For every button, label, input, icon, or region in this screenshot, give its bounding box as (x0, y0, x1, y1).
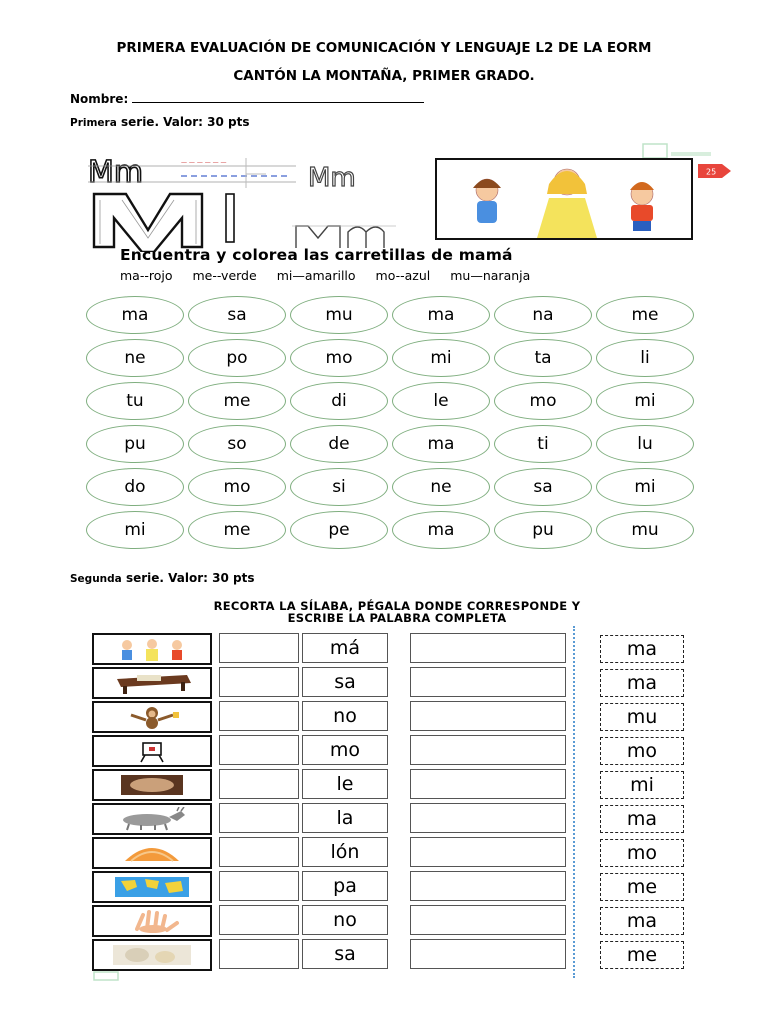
svg-text:Mm: Mm (308, 163, 356, 193)
syllable-oval[interactable]: pu (494, 511, 592, 549)
syllable-oval[interactable]: na (494, 296, 592, 334)
syllable-oval[interactable]: ta (494, 339, 592, 377)
syllable-oval[interactable]: mi (86, 511, 184, 549)
cutout-syllable[interactable]: ma (600, 635, 684, 663)
syllable-box: lón (302, 837, 388, 867)
picture-box (92, 701, 212, 733)
syllable-oval[interactable]: mo (188, 468, 286, 506)
color-key: me--verde (192, 268, 257, 283)
family-icon (437, 160, 691, 238)
hand-icon (107, 909, 197, 933)
map-icon (107, 875, 197, 899)
cutout-syllable[interactable]: mo (600, 839, 684, 867)
serie2-label: Segunda serie. Valor: 30 pts (70, 571, 255, 585)
page-badge (698, 162, 732, 180)
syllable-oval[interactable]: mo (290, 339, 388, 377)
syllable-box: mo (302, 735, 388, 765)
table-cloth-icon (107, 943, 197, 967)
paste-box[interactable] (219, 837, 299, 867)
write-word-box[interactable] (410, 701, 566, 731)
name-line (70, 92, 424, 106)
cutout-syllable[interactable]: mo (600, 737, 684, 765)
syllable-oval[interactable]: lu (596, 425, 694, 463)
syllable-oval[interactable]: mi (596, 468, 694, 506)
syllable-oval[interactable]: le (392, 382, 490, 420)
picture-box (92, 939, 212, 971)
syllable-box: má (302, 633, 388, 663)
svg-text:25: 25 (706, 167, 717, 177)
svg-text:Mm: Mm (88, 155, 144, 190)
syllable-box: le (302, 769, 388, 799)
cutout-syllable[interactable]: me (600, 941, 684, 969)
syllable-box: la (302, 803, 388, 833)
write-word-box[interactable] (410, 735, 566, 765)
picture-box (92, 871, 212, 903)
syllable-oval[interactable]: ne (392, 468, 490, 506)
syllable-oval[interactable]: mi (596, 382, 694, 420)
cutout-syllable[interactable]: ma (600, 669, 684, 697)
cut-line-divider (573, 626, 575, 978)
monkey-icon (107, 705, 197, 729)
serie2-section (92, 598, 702, 983)
family-icon (107, 637, 197, 661)
paste-box[interactable] (219, 633, 299, 663)
syllable-oval[interactable]: sa (494, 468, 592, 506)
cutout-syllable[interactable]: me (600, 873, 684, 901)
name-label: Nombre: (70, 92, 129, 106)
syllable-oval[interactable]: ma (392, 296, 490, 334)
color-key: mo--azul (375, 268, 431, 283)
paste-box[interactable] (219, 939, 299, 969)
syllable-oval[interactable]: so (188, 425, 286, 463)
paste-box[interactable] (219, 871, 299, 901)
cutout-syllable[interactable]: mi (600, 771, 684, 799)
monitor-watermark-icon (92, 970, 152, 982)
paste-box[interactable] (219, 701, 299, 731)
melon-icon (107, 841, 197, 865)
color-key: ma--rojo (120, 268, 173, 283)
doc-title-line2: CANTÓN LA MONTAÑA, PRIMER GRADO. (233, 68, 535, 84)
hanger-icon (107, 739, 197, 763)
picture-box (92, 769, 212, 801)
syllable-box: no (302, 905, 388, 935)
picture-box (92, 633, 212, 665)
picture-box (92, 735, 212, 767)
serie2-title: RECORTA LA SÍLABA, PÉGALA DONDE CORRESPONDE Y ESCRIBE LA PALABRA COMPLETA (213, 599, 581, 625)
write-word-box[interactable] (410, 837, 566, 867)
color-key: mi—amarillo (276, 268, 356, 283)
picture-box (92, 905, 212, 937)
syllable-box: no (302, 701, 388, 731)
color-key-list (120, 268, 530, 283)
cutout-syllable[interactable]: ma (600, 805, 684, 833)
syllable-oval[interactable]: ne (86, 339, 184, 377)
paste-box[interactable] (219, 905, 299, 935)
write-word-box[interactable] (410, 939, 566, 969)
cutout-syllable[interactable]: ma (600, 907, 684, 935)
serie1-instruction: Encuentra y colorea las carretillas de mamá (120, 246, 513, 264)
cutout-syllable[interactable]: mu (600, 703, 684, 731)
syllable-oval[interactable]: li (596, 339, 694, 377)
syllable-oval[interactable]: tu (86, 382, 184, 420)
doc-title-line1: PRIMERA EVALUACIÓN DE COMUNICACIÓN Y LENGUAJE L2 DE LA EORM (116, 40, 652, 56)
serie1-label: Primera serie. Valor: 30 pts (70, 115, 250, 129)
syllable-oval[interactable]: de (290, 425, 388, 463)
syllable-oval[interactable]: ma (392, 511, 490, 549)
syllable-oval[interactable]: me (188, 511, 286, 549)
write-word-box[interactable] (410, 905, 566, 935)
syllable-oval[interactable]: ma (86, 296, 184, 334)
syllable-oval[interactable]: di (290, 382, 388, 420)
family-illustration (435, 158, 693, 240)
letter-m-tracing-icon (86, 152, 416, 252)
syllable-oval[interactable]: mu (596, 511, 694, 549)
write-word-box[interactable] (410, 633, 566, 663)
syllable-oval[interactable]: sa (188, 296, 286, 334)
picture-box (92, 667, 212, 699)
paste-box[interactable] (219, 667, 299, 697)
serie1-section (80, 140, 730, 555)
paste-box[interactable] (219, 803, 299, 833)
write-word-box[interactable] (410, 667, 566, 697)
donkey-icon (107, 807, 197, 831)
syllable-box: sa (302, 939, 388, 969)
name-field-underline[interactable] (132, 92, 424, 103)
syllable-oval[interactable]: ma (392, 425, 490, 463)
syllable-oval[interactable]: po (188, 339, 286, 377)
svg-text:— — — — — —: — — — — — — (181, 159, 227, 166)
table-icon (107, 671, 197, 695)
syllable-oval[interactable]: mi (392, 339, 490, 377)
syllable-oval[interactable]: ti (494, 425, 592, 463)
write-word-box[interactable] (410, 871, 566, 901)
picture-box (92, 837, 212, 869)
syllable-box: sa (302, 667, 388, 697)
write-word-box[interactable] (410, 769, 566, 799)
syllable-oval[interactable]: me (596, 296, 694, 334)
syllable-oval[interactable]: do (86, 468, 184, 506)
syllable-oval[interactable]: me (188, 382, 286, 420)
syllable-oval[interactable]: si (290, 468, 388, 506)
color-key: mu—naranja (450, 268, 531, 283)
milk-icon (107, 773, 197, 797)
picture-box (92, 803, 212, 835)
syllable-box: pa (302, 871, 388, 901)
write-word-box[interactable] (410, 803, 566, 833)
syllable-oval[interactable]: mo (494, 382, 592, 420)
syllable-oval[interactable]: pe (290, 511, 388, 549)
syllable-oval[interactable]: mu (290, 296, 388, 334)
paste-box[interactable] (219, 769, 299, 799)
syllable-oval[interactable]: pu (86, 425, 184, 463)
paste-box[interactable] (219, 735, 299, 765)
